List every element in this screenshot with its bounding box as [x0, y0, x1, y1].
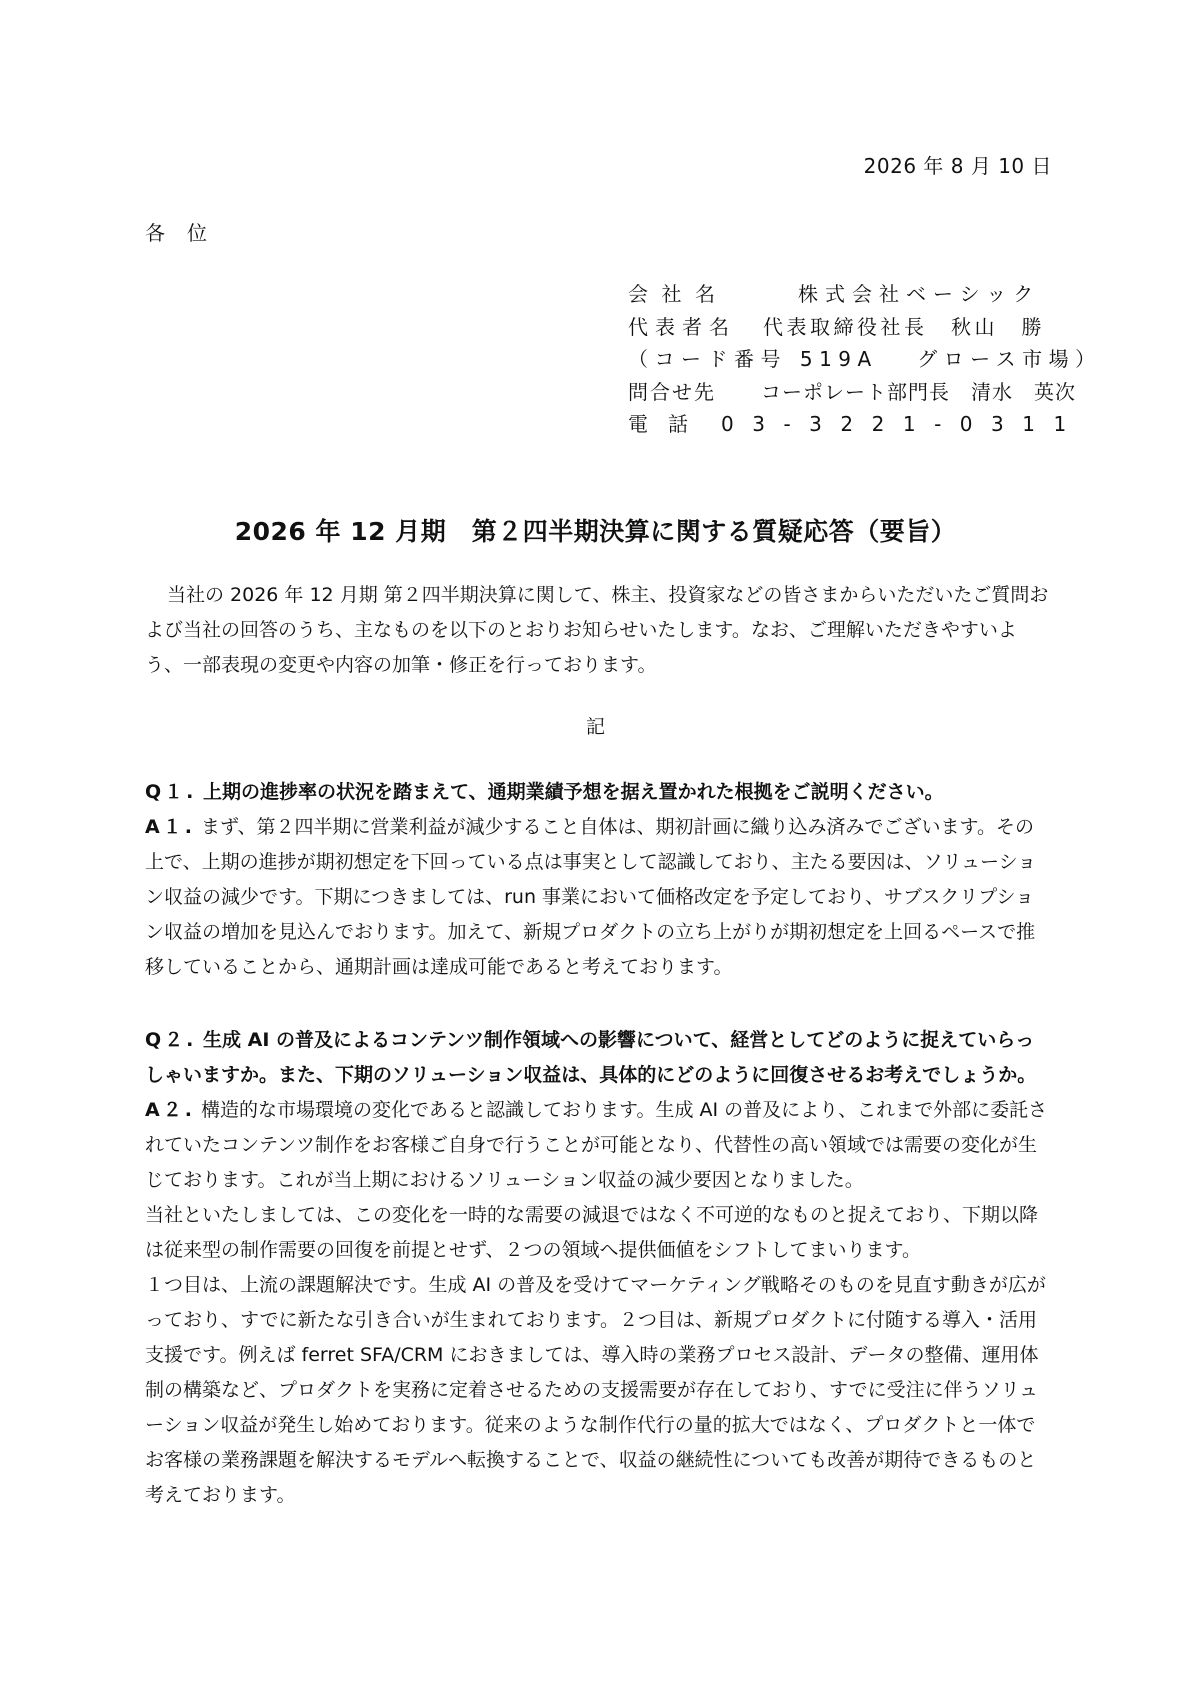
answer-2-label: A２.: [145, 1099, 195, 1121]
company-name-label: 会社名: [628, 282, 729, 306]
answer-2-paragraph-1: [145, 1093, 1051, 1198]
document-title: 2026 年 12 月期 第２四半期決算に関する質疑応答（要旨）: [234, 517, 957, 546]
ki-marker: 記: [585, 716, 605, 738]
answer-1-label: A１.: [145, 816, 195, 838]
stock-code-line: （コード番号 519A グロース市場）: [628, 347, 1102, 371]
question-1-label: Q１.: [145, 781, 197, 803]
question-2-label: Q２.: [145, 1029, 197, 1051]
representative-value: 代表取締役社長 秋山 勝: [763, 314, 1045, 339]
answer-1: [145, 810, 1051, 985]
phone-value: 03-3221-0311: [721, 412, 1085, 436]
question-1-text: 上期の進捗率の状況を踏まえて、通期業績予想を据え置かれた根拠をご説明ください。: [203, 781, 944, 803]
intro-paragraph: [145, 578, 1051, 683]
answer-1-text: まず、第２四半期に営業利益が減少すること自体は、期初計画に織り込み済みでございます。その上で、上期の進捗が期初想定を下回っている点は事実として認識しており、主たる要因は、ソリューション収益の減少です。下期につきましては、run 事業において価格改定を予定しており、サブスクリプション収益の増加を見込んでおります。加えて、新規プロダクトの立ち上がりが期初想定を上回るペースで推移していることから、通期計画は達成可能であると考えております。: [145, 816, 1037, 978]
stock-code-row: [628, 343, 1102, 376]
contact-value: コーポレート部門長 清水 英次: [761, 379, 1076, 404]
document-date: 2026 年 8 月 10 日: [863, 154, 1052, 178]
answer-2-text-1: 構造的な市場環境の変化であると認識しております。生成 AI の普及により、これまで外部に委託されていたコンテンツ制作をお客様ご自身で行うことが可能となり、代替性の高い領域では需要の変化が生じております。これが当上期におけるソリューション収益の減少要因となりました。: [145, 1099, 1048, 1191]
question-2: [145, 1023, 1051, 1093]
company-name-value: 株式会社ベーシック: [798, 282, 1041, 306]
company-name-row: [628, 278, 1052, 311]
phone-row: [628, 408, 1085, 441]
answer-2-paragraph-3: １つ目は、上流の課題解決です。生成 AI の普及を受けてマーケティング戦略そのものを見直す動きが広がっており、すでに新たな引き合いが生まれております。２つ目は、新規プロダクトに付随する導入・活用支援です。例えば ferret SFA/CRM におきましては、導入時の業務プロセス設計、データの整備、運用体制の構築など、プロダクトを実務に定着させるための支援需要が存在しており、すでに受注に伴うソリューション収益が発生し始めております。従来のような制作代行の量的拡大ではなく、プロダクトと一体でお客様の業務課題を解決するモデルへ転換することで、収益の継続性についても改善が期待できるものと考えております。: [145, 1274, 1046, 1506]
question-2-text: 生成 AI の普及によるコンテンツ制作領域への影響について、経営としてどのように捉えていらっしゃいますか。また、下期のソリューション収益は、具体的にどのように回復させるお考えでしょうか。: [145, 1029, 1037, 1086]
intro-text: 当社の 2026 年 12 月期 第２四半期決算に関して、株主、投資家などの皆さまからいただいたご質問および当社の回答のうち、主なものを以下のとおりお知らせいたします。なお、ご理解いただきやすいよう、一部表現の変更や内容の加筆・修正を行っております。: [145, 584, 1049, 676]
company-info-block: [628, 278, 1102, 441]
representative-label: 代表者名: [628, 314, 736, 339]
question-1: [145, 775, 1051, 810]
qa-item-2: [145, 1023, 1051, 1513]
contact-label: 問合せ先: [628, 379, 716, 404]
phone-label: 電話: [628, 412, 708, 436]
answer-2-paragraph-2: 当社といたしましては、この変化を一時的な需要の減退ではなく不可逆的なものと捉えており、下期以降は従来型の制作需要の回復を前提とせず、２つの領域へ提供価値をシフトしてまいります。: [145, 1204, 1039, 1261]
addressee: 各位: [145, 221, 229, 245]
qa-item-1: [145, 775, 1051, 985]
representative-row: [628, 311, 1052, 344]
contact-row: [628, 376, 1076, 409]
